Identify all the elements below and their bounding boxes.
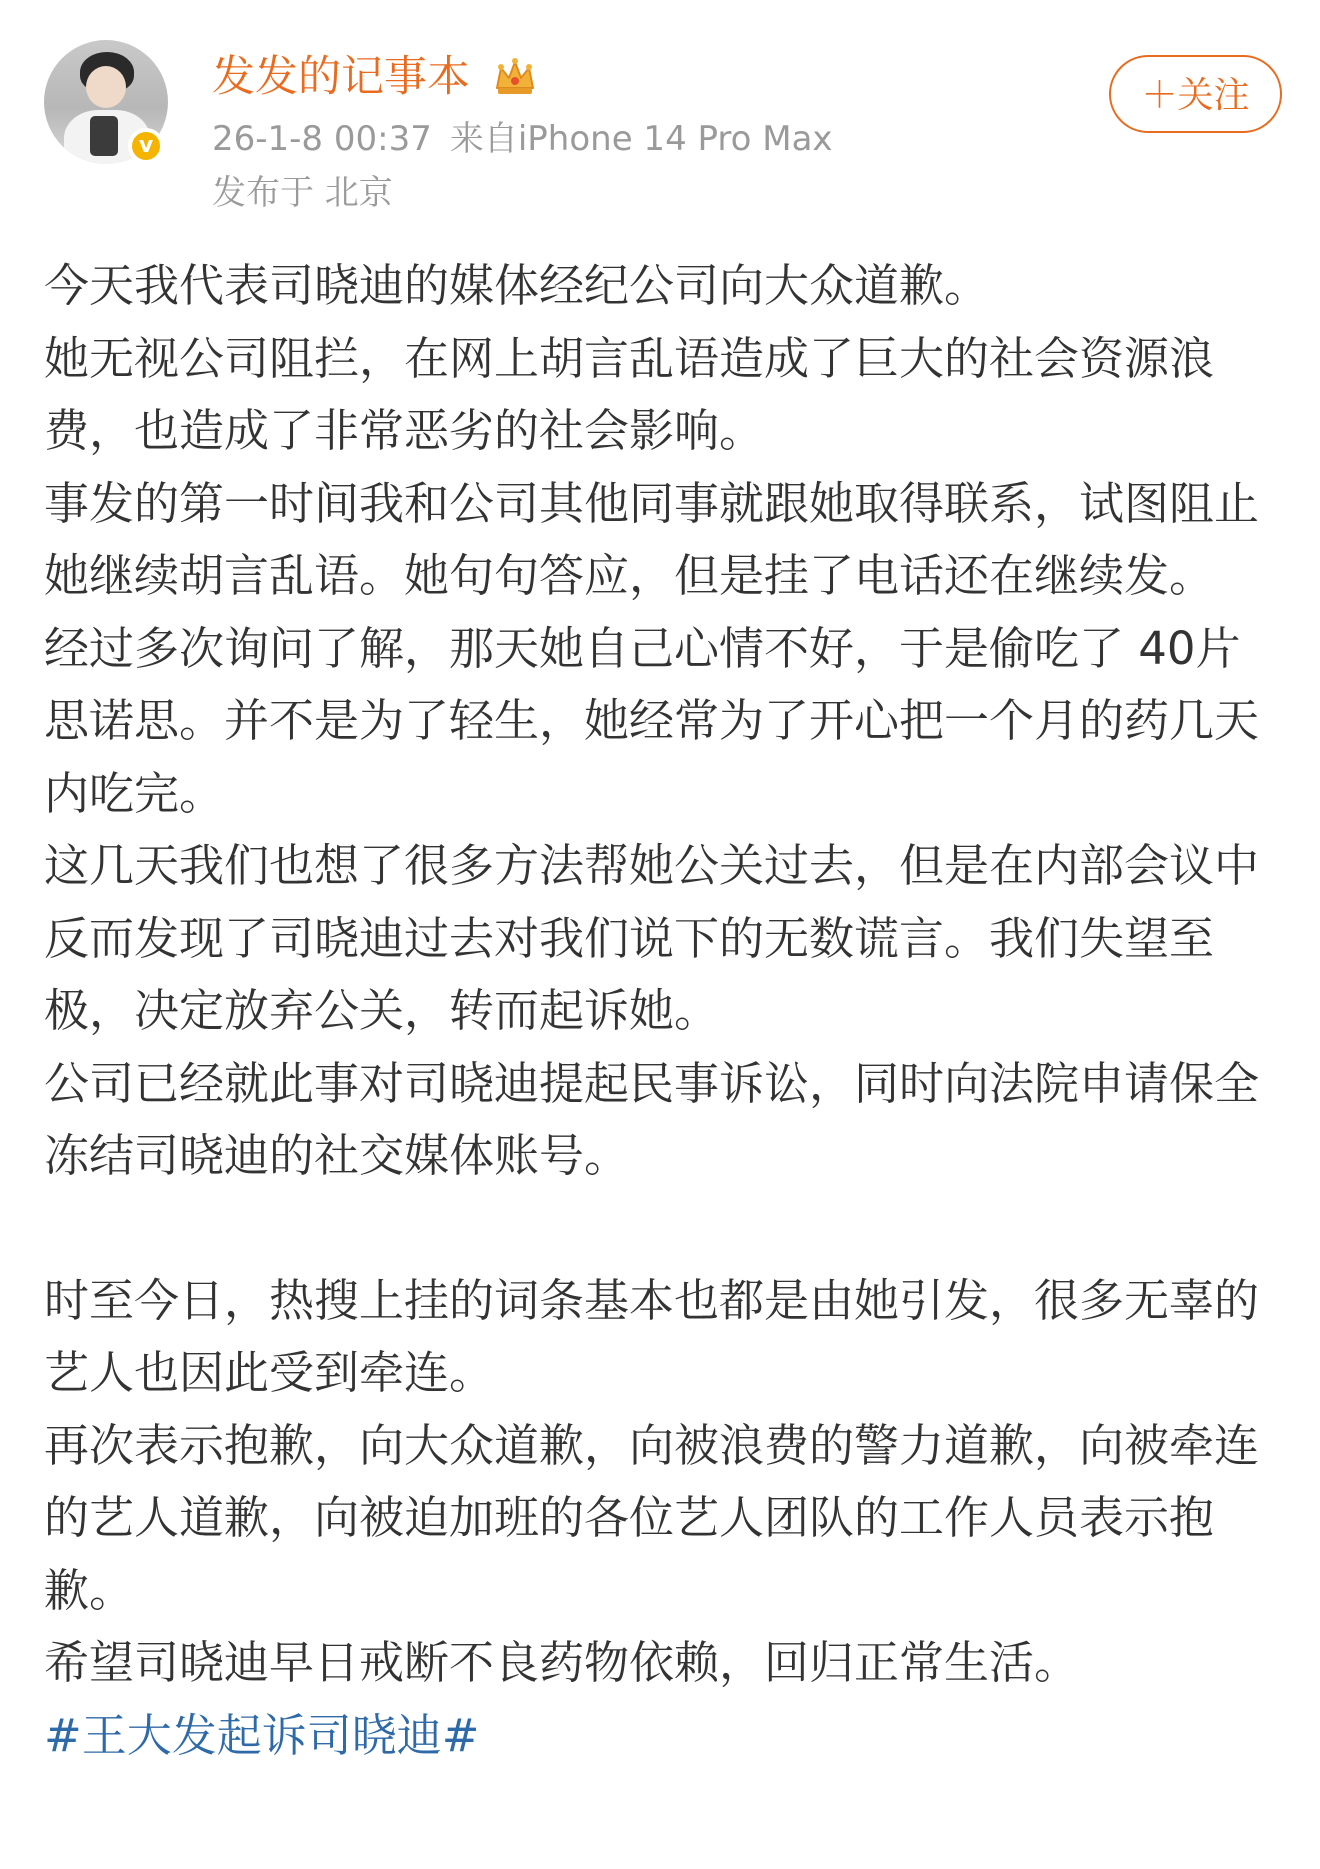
post-paragraph: 她无视公司阻拦，在网上胡言乱语造成了巨大的社会资源浪费，也造成了非常恶劣的社会影响。 [44, 331, 1215, 457]
post-paragraph: 再次表示抱歉，向大众道歉，向被浪费的警力道歉，向被牵连的艺人道歉，向被迫加班的各位艺人团队的工作人员表示抱歉。 [44, 1418, 1260, 1617]
follow-button[interactable]: ＋关注 [1109, 55, 1282, 133]
post-paragraph: 公司已经就此事对司晓迪提起民事诉讼，同时向法院申请保全冻结司晓迪的社交媒体账号。 [44, 1056, 1260, 1182]
verified-icon: v [128, 128, 164, 164]
post-source[interactable]: 来自iPhone 14 Pro Max [449, 119, 833, 159]
hashtag-link[interactable]: #王大发起诉司晓迪# [44, 1708, 480, 1762]
crown-icon [492, 54, 538, 100]
paragraph-gap [44, 1193, 1284, 1265]
post-location: 发布于 北京 [212, 173, 393, 213]
hashtag-line [44, 1700, 1284, 1773]
post-paragraph: 希望司晓迪早日戒断不良药物依赖，回归正常生活。 [44, 1636, 1080, 1689]
avatar-face [86, 66, 126, 108]
username[interactable]: 发发的记事本 [212, 52, 470, 102]
post-header [0, 0, 1320, 213]
post-paragraph: 今天我代表司晓迪的媒体经纪公司向大众道歉。 [44, 259, 990, 312]
post-paragraph: 经过多次询问了解，那天她自己心情不好，于是偷吃了 40片思诺思。并不是为了轻生，她经常为了开心把一个月的药几天内吃完。 [44, 621, 1260, 820]
post-paragraph: 这几天我们也想了很多方法帮她公关过去，但是在内部会议中反而发现了司晓迪过去对我们说下的无数谎言。我们失望至极，决定放弃公关，转而起诉她。 [44, 839, 1260, 1037]
post-paragraph: 事发的第一时间我和公司其他同事就跟她取得联系，试图阻止她继续胡言乱语。她句句答应，但是挂了电话还在继续发。 [44, 476, 1260, 602]
post-body [44, 250, 1284, 1772]
post-paragraph: 时至今日，热搜上挂的词条基本也都是由她引发，很多无辜的艺人也因此受到牵连。 [44, 1273, 1260, 1399]
post-meta [212, 116, 833, 162]
avatar-phone [90, 116, 118, 156]
post-timestamp: 26-1-8 00:37 [212, 119, 432, 159]
